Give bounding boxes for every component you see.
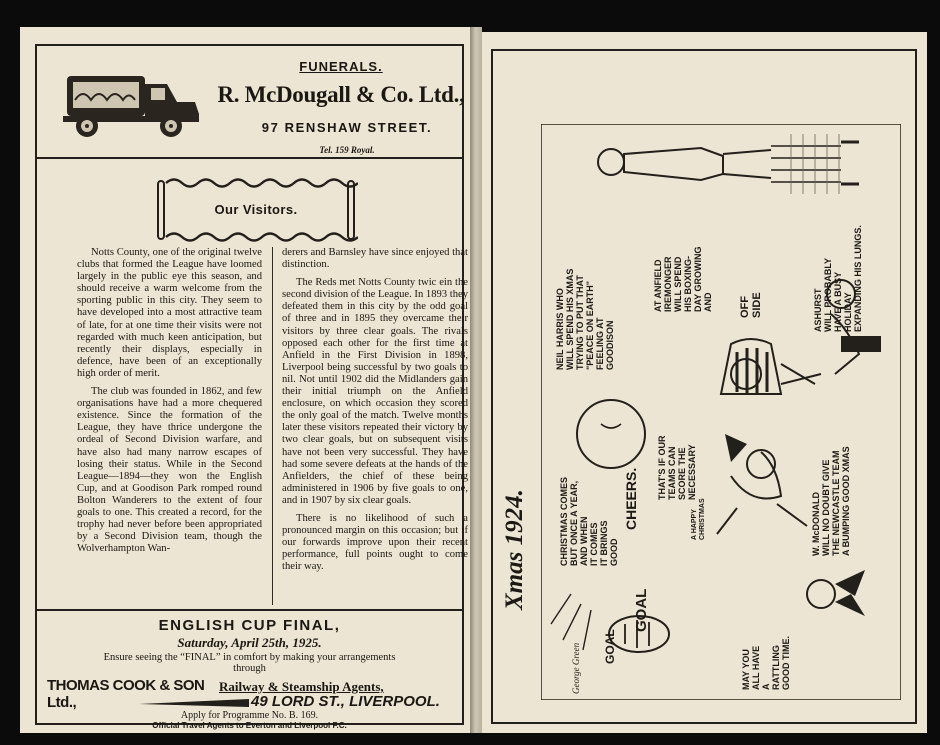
happy-christmas-label <box>691 498 707 540</box>
anfield-speech-bubble <box>653 246 713 312</box>
column-divider <box>272 247 273 605</box>
right-page <box>482 32 927 733</box>
bubble-text: TRYING TO PUT THAT <box>575 275 585 370</box>
cartoon-title: Xmas 1924. <box>501 489 528 610</box>
bubble-text: NEIL HARRIS WHO <box>555 288 565 370</box>
bubble-text: A BUMPING GOOD XMAS <box>841 446 851 556</box>
cup-final-advert <box>37 609 462 730</box>
bubble-text: ASHURST <box>813 288 823 332</box>
christmas-cartoon <box>501 124 901 700</box>
bubble-text: A HAPPY <box>691 509 698 540</box>
funeral-address: 97 RENSHAW STREET. <box>261 120 433 135</box>
bubble-text: W. McDONALD <box>811 492 821 556</box>
bubble-text: IREMONGER <box>663 256 673 312</box>
bubble-text: WILL SPEND <box>673 256 683 312</box>
bubble-text: THAT'S IF OUR <box>657 435 667 500</box>
bubble-text: CHRISTMAS COMES <box>559 476 569 566</box>
bubble-text: ALL HAVE <box>751 645 761 690</box>
goal-shout-large: GOAL <box>633 588 650 632</box>
bubble-text: IT COMES <box>589 522 599 566</box>
bubble-text: OFF <box>739 296 751 318</box>
bubble-text: NECESSARY <box>687 444 697 500</box>
bubble-text: AT ANFIELD <box>653 259 663 312</box>
bubble-text: DAY GROWING <box>693 246 703 312</box>
bubble-text: HIS BOXING- <box>683 255 693 312</box>
bubble-text: HOLIDAY <box>843 292 853 332</box>
bubble-text: GOOD TIME. <box>781 636 791 690</box>
bubble-text: THE NEWCASTLE TEAM <box>831 450 841 556</box>
bubble-text: IT BRINGS <box>599 520 609 566</box>
article-paragraph: The Reds met Notts County twic ein the second division of the League. In 1893 they defeated them in this city by the odd goal of three and in 1895 they overcame their visitors by three clear goals. The rivals opposed each other for the first time at Anfield in the First Division in 1898, Liverpool being successful by two goals to nil. Not until 1902 did the Midlanders gain their initial triumph on the Anfield enclosure, on which occasion they scored the only goal of the match. Twelve months later these visitors repeated their victory by two clear goals, but on subsequent visits have not been very successful. They have had some severe defeats at the hands of the Anfielders, the chief of these being administered in 1906 by five goals to one, and in 1907 by six clear goals. <box>282 277 468 506</box>
cheers-text: CHEERS. <box>623 467 639 530</box>
teams-speech-bubble <box>657 436 697 500</box>
bubble-text: "PEACE ON EARTH" <box>585 280 595 370</box>
pointer-arrow-icon <box>139 698 249 708</box>
offside-label <box>739 292 763 318</box>
rattling-speech-bubble <box>741 636 791 690</box>
funeral-telephone: Tel. 159 Royal. <box>319 145 375 155</box>
cup-final-heading: ENGLISH CUP FINAL, <box>158 617 341 634</box>
article-column-1 <box>77 247 262 561</box>
bubble-text: WILL PROBABLY <box>823 257 833 332</box>
article-paragraph: derers and Barnsley have since enjoyed that distinction. <box>282 247 468 271</box>
bubble-text: WILL SPEND HIS XMAS <box>565 268 575 370</box>
article-title: Our Visitors. <box>214 202 298 217</box>
bubble-text: EXPANDING HIS LUNGS. <box>853 225 863 332</box>
travel-agent-name: THOMAS COOK & SON Ltd., <box>47 677 205 711</box>
bubble-text: FEELING AT <box>595 317 605 370</box>
harris-speech-bubble <box>555 269 615 370</box>
bubble-text: GOODISON <box>605 320 615 370</box>
cup-final-date: Saturday, April 25th, 1925. <box>177 635 322 650</box>
page-gutter <box>470 27 482 733</box>
bubble-text: RATTLING <box>771 645 781 690</box>
bubble-text: MAY YOU <box>741 649 751 690</box>
funerals-advert <box>37 46 465 159</box>
cartoonist-signature: George Green <box>571 642 581 694</box>
funerals-heading: FUNERALS. <box>299 59 383 74</box>
cup-final-text-through: through <box>233 663 266 674</box>
bubble-text: WILL NO DOUBT GIVE <box>821 459 831 556</box>
goal-shout-small: GOAL <box>603 629 617 664</box>
programme-number: Apply for Programme No. B. 169. <box>180 710 319 721</box>
bubble-text: A <box>761 683 771 690</box>
mcdonald-speech-bubble <box>811 446 851 556</box>
cartoon-illustration <box>541 124 901 700</box>
christmas-speech-bubble <box>559 477 619 566</box>
bubble-text: AND WHEN <box>579 516 589 566</box>
ashurst-speech-bubble <box>813 225 863 332</box>
bubble-text: AND <box>703 292 713 312</box>
bubble-text: HAVE A BUSY <box>833 271 843 332</box>
article-paragraph: Notts County, one of the original twelve clubs that formed the League have loomed largely in the public eye this season, and should receive a warm welcome from the sporting public in this city. They seem to have developed into a most attractive team of late, for at one time their visits were not regarded with much keen anticipation, but recently their displays, especially in defence, have been of an exceptionally high order of merit. <box>77 247 262 379</box>
bubble-text: GOOD <box>609 538 619 566</box>
travel-agent-type: Railway & Steamship Agents, <box>219 679 384 694</box>
funeral-company-name: R. McDougall & Co. Ltd., <box>217 82 465 107</box>
cup-final-text: Ensure seeing the “FINAL” in comfort by making your arrangements <box>103 652 396 663</box>
motor-hearse-illustration <box>61 70 201 140</box>
official-agents-note: Official Travel Agents to Everton and Liverpool F.C. <box>152 721 347 730</box>
bubble-text: SCORE THE <box>677 447 687 500</box>
bubble-text: BUT ONCE A YEAR, <box>569 480 579 566</box>
bubble-text: SIDE <box>751 292 763 318</box>
bubble-text: CHRISTMAS <box>699 498 706 540</box>
article-column-2 <box>282 247 468 579</box>
article-paragraph: The club was founded in 1862, and few organisations have had a more chequered existence. Since the formation of the League, they have thrice undergone the ordeal of Second Division warfare, and have also had many narrow escapes of losing their status. While in the Second League—1894—they won the English Cup, and at Goodison Park romped round Bolton Wanderers to the extent of four goals to one. This created a record, for the trophy had never before been appropriated by a Second Division team, though the Wolverhampton Wan- <box>77 386 262 555</box>
bubble-text: TEAMS CAN <box>667 446 677 500</box>
article-paragraph: There is no likelihood of such a pronounced margin on this occasion; but if our forwards improve upon their recent performance, full points ought to come their way. <box>282 512 468 573</box>
left-page <box>20 27 470 733</box>
travel-agent-address: 49 LORD ST., LIVERPOOL. <box>251 693 440 710</box>
